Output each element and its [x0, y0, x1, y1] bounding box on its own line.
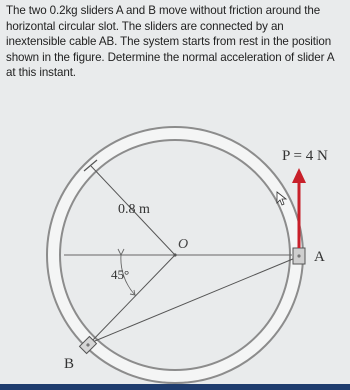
problem-statement: The two 0.2kg sliders A and B move without friction around the horizontal circular slot. The sliders are connected by an inextensible cable AB. The system starts from rest in the position shown in the figure. Determine the normal acceleration of slider A at this instant. [6, 4, 334, 80]
angle-label: 45° [111, 267, 130, 282]
slider-a-label: A [314, 249, 325, 265]
figure [0, 108, 350, 384]
bottom-bar [0, 384, 350, 390]
force-arrow-head [292, 168, 306, 183]
radius-label: 0.8 m [118, 202, 150, 217]
force-label: P = 4 N [282, 148, 328, 164]
slider-b-label: B [64, 356, 75, 372]
slider-a-pin [297, 254, 300, 257]
center-label: O [178, 237, 189, 252]
